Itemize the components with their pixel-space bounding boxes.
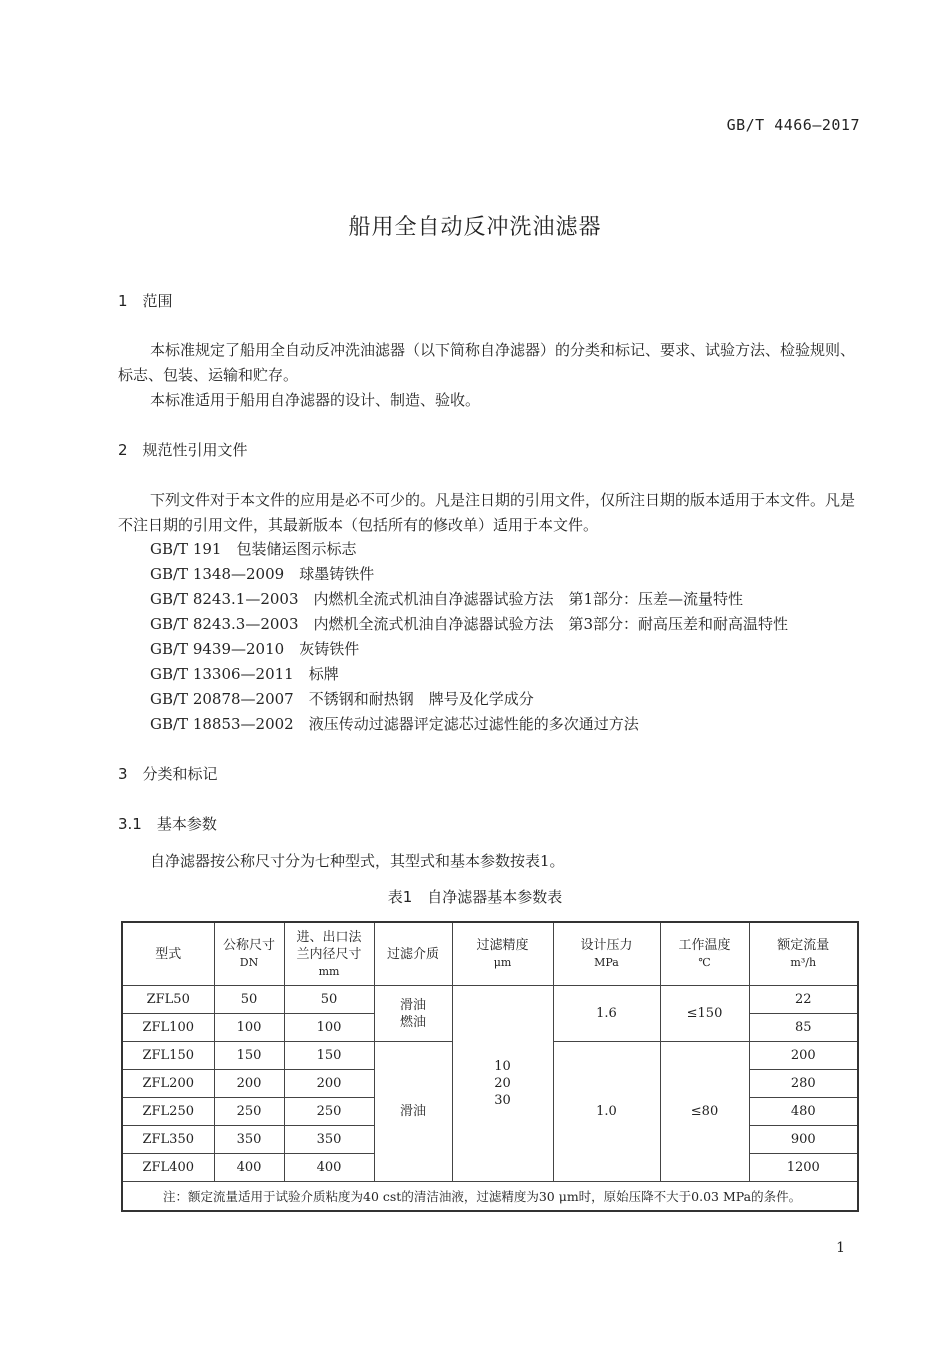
reference-code: GB/T 18853—2002 xyxy=(150,715,294,733)
cell-model: ZFL50 xyxy=(122,986,214,1014)
cell-flange: 250 xyxy=(284,1098,374,1126)
reference-code: GB/T 8243.3—2003 xyxy=(150,615,299,633)
cell-flange: 100 xyxy=(284,1014,374,1042)
reference-title: 内燃机全流式机油自净滤器试验方法 第1部分：压差—流量特性 xyxy=(313,590,744,608)
cell-flow: 280 xyxy=(749,1070,858,1098)
cell-flow: 200 xyxy=(749,1042,858,1070)
cell-flow: 85 xyxy=(749,1014,858,1042)
cell-temp-group-2: ≤80 xyxy=(660,1042,749,1182)
header-temp: 工作温度 ℃ xyxy=(660,922,749,986)
section-3-1-paragraph: 自净滤器按公称尺寸分为七种型式，其型式和基本参数按表1。 xyxy=(150,852,565,870)
cell-dn: 250 xyxy=(214,1098,284,1126)
cell-medium-group-1: 滑油 燃油 xyxy=(374,986,452,1042)
section-1-heading: 1 范围 xyxy=(118,292,173,310)
cell-dn: 400 xyxy=(214,1154,284,1182)
header-precision: 过滤精度 μm xyxy=(452,922,553,986)
page-number: 1 xyxy=(836,1240,845,1256)
section-3-heading: 3 分类和标记 xyxy=(118,765,218,783)
cell-model: ZFL100 xyxy=(122,1014,214,1042)
reference-item xyxy=(150,613,788,634)
cell-pressure-group-2: 1.0 xyxy=(553,1042,660,1182)
reference-code: GB/T 8243.1—2003 xyxy=(150,590,299,608)
cell-flow: 480 xyxy=(749,1098,858,1126)
cell-flange: 400 xyxy=(284,1154,374,1182)
cell-model: ZFL250 xyxy=(122,1098,214,1126)
reference-title: 灰铸铁件 xyxy=(299,640,360,658)
cell-dn: 350 xyxy=(214,1126,284,1154)
cell-medium-group-2: 滑油 xyxy=(374,1042,452,1182)
header-pressure: 设计压力 MPa xyxy=(553,922,660,986)
table-note: 注：额定流量适用于试验介质粘度为40 cst的清洁油液，过滤精度为30 μm时，原始压降不大于0.03 MPa的条件。 xyxy=(122,1182,858,1212)
cell-flow: 1200 xyxy=(749,1154,858,1182)
table-note-row xyxy=(122,1182,858,1212)
reference-title: 包装储运图示标志 xyxy=(236,540,357,558)
cell-precision: 10 20 30 xyxy=(452,986,553,1182)
section-2-heading: 2 规范性引用文件 xyxy=(118,441,248,459)
cell-temp-group-1: ≤150 xyxy=(660,986,749,1042)
cell-dn: 100 xyxy=(214,1014,284,1042)
reference-code: GB/T 20878—2007 xyxy=(150,690,294,708)
table-header-row xyxy=(122,922,858,986)
reference-item xyxy=(150,688,534,709)
cell-model: ZFL350 xyxy=(122,1126,214,1154)
section-2-paragraph-1: 下列文件对于本文件的应用是必不可少的。凡是注日期的引用文件，仅所注日期的版本适用于本文件。凡是不注日期的引用文件，其最新版本（包括所有的修改单）适用于本文件。 xyxy=(118,491,856,534)
header-flange: 进、出口法兰内径尺寸 mm xyxy=(284,922,374,986)
document-title: 船用全自动反冲洗油滤器 xyxy=(348,215,602,240)
cell-model: ZFL200 xyxy=(122,1070,214,1098)
reference-code: GB/T 9439—2010 xyxy=(150,640,285,658)
cell-flange: 350 xyxy=(284,1126,374,1154)
cell-flange: 150 xyxy=(284,1042,374,1070)
section-1-paragraph-1: 本标准规定了船用全自动反冲洗油滤器（以下简称自净滤器）的分类和标记、要求、试验方法、检验规则、标志、包装、运输和贮存。 xyxy=(118,341,856,384)
cell-flange: 50 xyxy=(284,986,374,1014)
reference-item xyxy=(150,663,339,684)
reference-item xyxy=(150,563,374,584)
cell-flow: 22 xyxy=(749,986,858,1014)
header-medium: 过滤介质 xyxy=(374,922,452,986)
reference-code: GB/T 191 xyxy=(150,540,222,558)
reference-code: GB/T 1348—2009 xyxy=(150,565,285,583)
reference-item xyxy=(150,713,639,734)
table-row xyxy=(122,986,858,1014)
reference-item xyxy=(150,588,743,609)
section-3-1-heading: 3.1 基本参数 xyxy=(118,815,217,833)
cell-dn: 200 xyxy=(214,1070,284,1098)
cell-flange: 200 xyxy=(284,1070,374,1098)
parameters-table xyxy=(121,921,859,1212)
cell-dn: 150 xyxy=(214,1042,284,1070)
reference-code: GB/T 13306—2011 xyxy=(150,665,294,683)
reference-title: 标牌 xyxy=(308,665,339,683)
cell-model: ZFL150 xyxy=(122,1042,214,1070)
cell-pressure-group-1: 1.6 xyxy=(553,986,660,1042)
standard-code: GB/T 4466—2017 xyxy=(726,116,860,134)
table-caption: 表1 自净滤器基本参数表 xyxy=(387,888,563,906)
cell-flow: 900 xyxy=(749,1126,858,1154)
reference-item xyxy=(150,538,357,559)
reference-title: 液压传动过滤器评定滤芯过滤性能的多次通过方法 xyxy=(308,715,639,733)
header-dn: 公称尺寸 DN xyxy=(214,922,284,986)
cell-dn: 50 xyxy=(214,986,284,1014)
reference-title: 不锈钢和耐热钢 牌号及化学成分 xyxy=(308,690,534,708)
reference-title: 内燃机全流式机油自净滤器试验方法 第3部分：耐高压差和耐高温特性 xyxy=(313,615,789,633)
reference-title: 球墨铸铁件 xyxy=(299,565,375,583)
reference-item xyxy=(150,638,359,659)
cell-model: ZFL400 xyxy=(122,1154,214,1182)
header-flow: 额定流量 m³/h xyxy=(749,922,858,986)
header-model: 型式 xyxy=(122,922,214,986)
section-1-paragraph-2: 本标准适用于船用自净滤器的设计、制造、验收。 xyxy=(150,391,481,409)
